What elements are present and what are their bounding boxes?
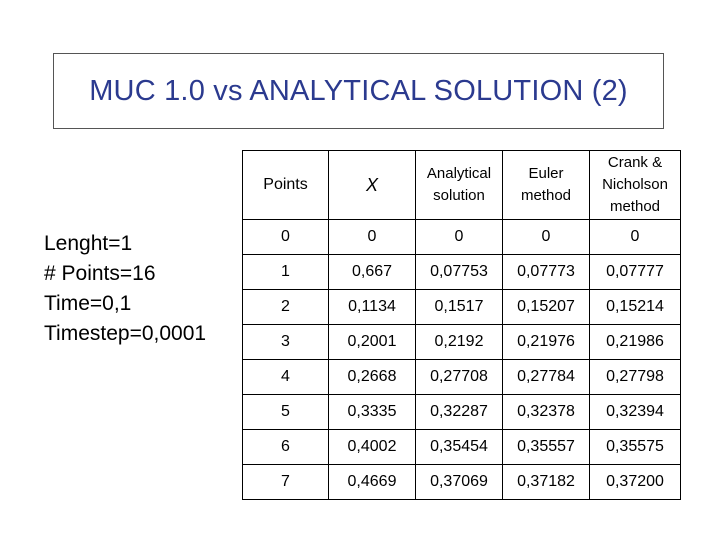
header-points: Points	[243, 151, 329, 220]
header-x: X	[329, 151, 416, 220]
cell-points: 0	[243, 220, 329, 255]
cell-analytical: 0	[416, 220, 503, 255]
cell-euler: 0,21976	[503, 325, 590, 360]
cell-euler: 0,35557	[503, 430, 590, 465]
cell-euler: 0,37182	[503, 465, 590, 500]
cell-euler: 0,27784	[503, 360, 590, 395]
cell-crank-nicholson: 0,35575	[590, 430, 681, 465]
cell-analytical: 0,2192	[416, 325, 503, 360]
header-euler-line1: Euler	[528, 165, 564, 182]
cell-analytical: 0,1517	[416, 290, 503, 325]
cell-points: 1	[243, 255, 329, 290]
cell-crank-nicholson: 0,27798	[590, 360, 681, 395]
cell-analytical: 0,27708	[416, 360, 503, 395]
cell-points: 3	[243, 325, 329, 360]
cell-x: 0	[329, 220, 416, 255]
header-crank-nicholson	[590, 151, 681, 220]
cell-crank-nicholson: 0	[590, 220, 681, 255]
header-cn-line1: Crank &	[607, 154, 663, 171]
cell-analytical: 0,37069	[416, 465, 503, 500]
param-points: # Points=16	[44, 262, 156, 285]
param-timestep: Timestep=0,0001	[44, 322, 207, 345]
cell-x: 0,667	[329, 255, 416, 290]
cell-euler: 0,07773	[503, 255, 590, 290]
cell-crank-nicholson: 0,32394	[590, 395, 681, 430]
table-row	[243, 255, 681, 290]
slide-title: MUC 1.0 vs ANALYTICAL SOLUTION (2)	[89, 74, 628, 107]
cell-x: 0,1134	[329, 290, 416, 325]
cell-points: 6	[243, 430, 329, 465]
cell-euler: 0,32378	[503, 395, 590, 430]
cell-crank-nicholson: 0,21986	[590, 325, 681, 360]
cell-points: 2	[243, 290, 329, 325]
cell-analytical: 0,32287	[416, 395, 503, 430]
cell-crank-nicholson: 0,07777	[590, 255, 681, 290]
table-row	[243, 430, 681, 465]
table-row	[243, 290, 681, 325]
cell-x: 0,4002	[329, 430, 416, 465]
header-euler-line2: method	[520, 187, 572, 204]
table-row	[243, 395, 681, 430]
header-analytical-line2: solution	[433, 187, 485, 204]
table-row	[243, 325, 681, 360]
table-header-row	[243, 151, 681, 220]
cell-points: 7	[243, 465, 329, 500]
table-row	[243, 220, 681, 255]
header-cn-line2: Nicholson	[602, 176, 668, 193]
cell-x: 0,2668	[329, 360, 416, 395]
cell-crank-nicholson: 0,15214	[590, 290, 681, 325]
parameters-list	[44, 229, 206, 349]
header-analytical	[416, 151, 503, 220]
param-length: Lenght=1	[44, 232, 133, 255]
table-row	[243, 465, 681, 500]
cell-analytical: 0,35454	[416, 430, 503, 465]
results-table	[242, 150, 681, 500]
cell-crank-nicholson: 0,37200	[590, 465, 681, 500]
param-time: Time=0,1	[44, 292, 132, 315]
cell-x: 0,3335	[329, 395, 416, 430]
cell-euler: 0	[503, 220, 590, 255]
cell-points: 4	[243, 360, 329, 395]
header-analytical-line1: Analytical	[426, 165, 492, 182]
cell-euler: 0,15207	[503, 290, 590, 325]
cell-x: 0,4669	[329, 465, 416, 500]
cell-points: 5	[243, 395, 329, 430]
cell-x: 0,2001	[329, 325, 416, 360]
table-row	[243, 360, 681, 395]
header-euler	[503, 151, 590, 220]
title-box	[53, 53, 664, 129]
cell-analytical: 0,07753	[416, 255, 503, 290]
header-cn-line3: method	[609, 198, 661, 215]
